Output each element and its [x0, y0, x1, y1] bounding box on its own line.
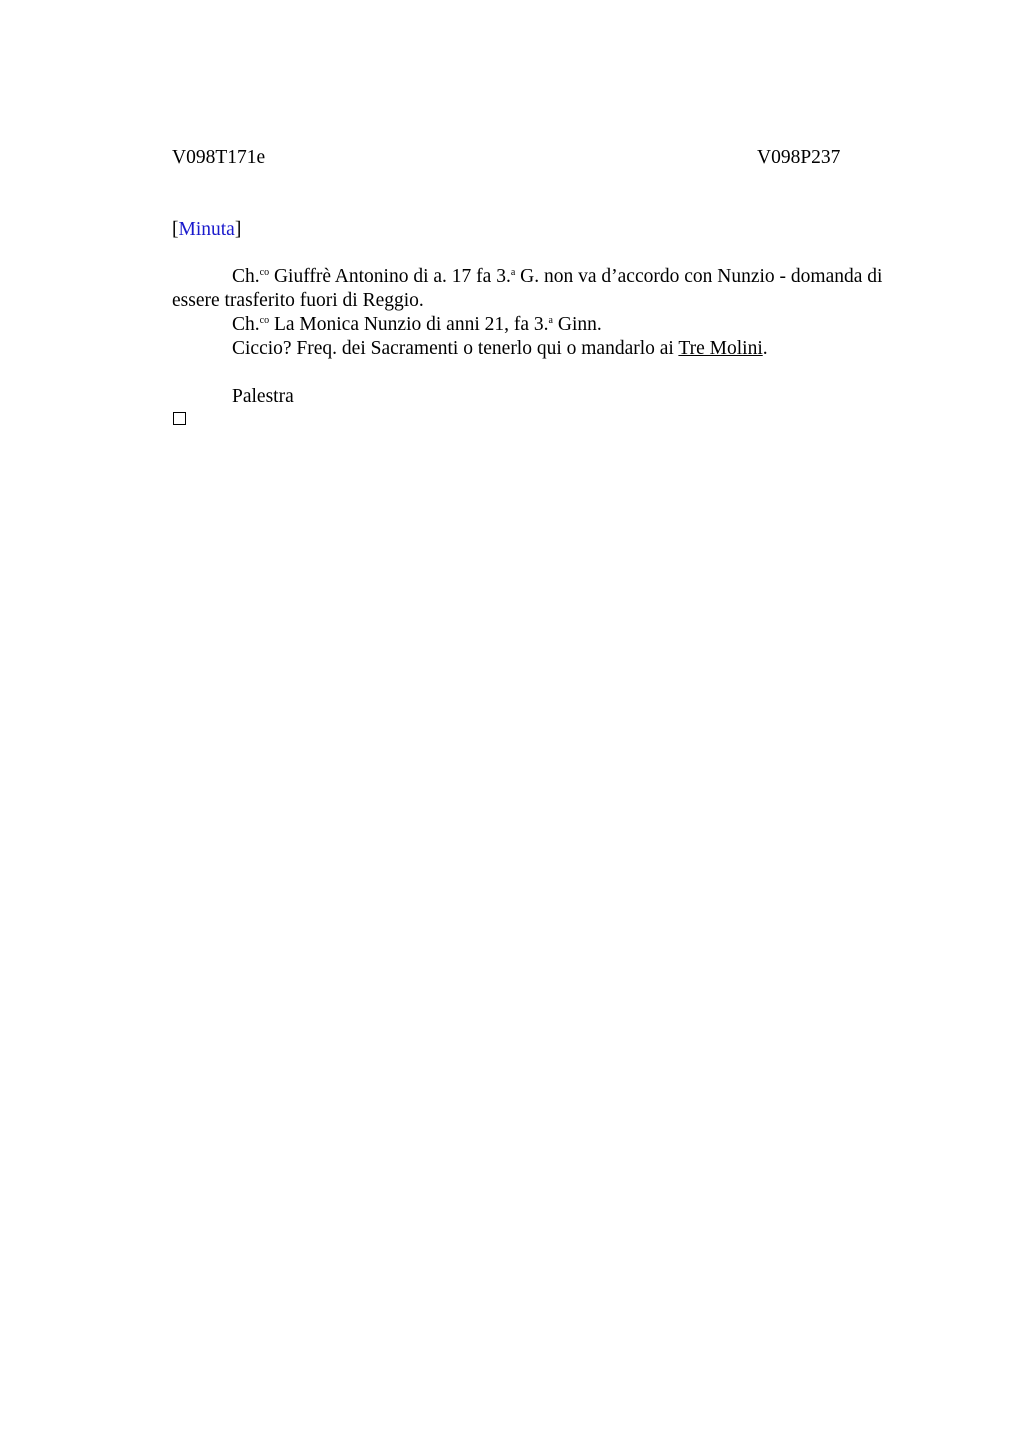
tre-molini-underlined: Tre Molini: [678, 338, 763, 359]
p3-part-c: .: [762, 338, 768, 359]
paragraph-giuffre: [172, 265, 932, 313]
header-right-code: V098P237: [757, 147, 841, 168]
p1-part-a: Ch.: [232, 266, 260, 287]
p2-superscript-co: co: [259, 315, 270, 326]
p2-superscript-a: a: [548, 315, 553, 326]
close-bracket: ]: [234, 219, 242, 240]
p3-part-a: Ciccio? Freq. dei Sacramenti o tenerlo qui o mandarlo ai: [232, 338, 679, 359]
p1-part-c: G. non va d’accordo con Nunzio - domanda di essere trasferito fuori di Reggio.: [172, 266, 883, 311]
p1-superscript-co: co: [259, 267, 270, 278]
paragraph-ciccio: [172, 337, 932, 361]
open-bracket: [: [172, 219, 179, 240]
paragraph-gap: [172, 361, 932, 385]
p2-part-a: Ch.: [232, 314, 260, 335]
paragraph-palestra: Palestra: [232, 386, 294, 407]
p2-part-b: La Monica Nunzio di anni 21, fa 3.: [269, 314, 549, 335]
paragraph-la-monica: [172, 313, 932, 337]
checkbox-square-icon: [173, 412, 186, 425]
header-left-code: V098T171e: [172, 147, 266, 168]
p1-superscript-a: a: [510, 267, 516, 278]
minuta-label: [172, 218, 241, 242]
document-body: [172, 265, 932, 409]
p1-part-b: Giuffrè Antonino di a. 17 fa 3.: [269, 266, 511, 287]
minuta-text: Minuta: [178, 219, 235, 240]
p2-part-c: Ginn.: [552, 314, 602, 335]
